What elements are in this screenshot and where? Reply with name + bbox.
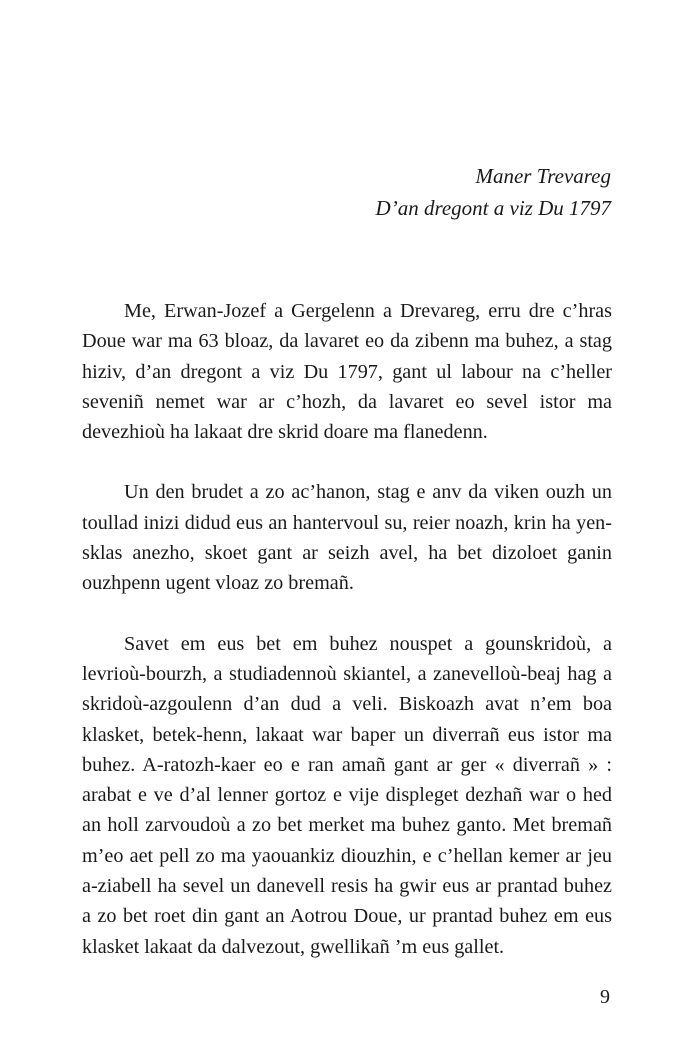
paragraph: Me, Erwan-Jozef a Gergelenn a Drevareg, erru dre c’hras Doue war ma 63 bloaz, da lavaret eo da zibenn ma buhez, a stag hiziv, d’an dregont a viz Du 1797, gant ul labour na c’heller seveniñ nemet war ar c’hozh, da lavaret eo sevel istor ma devezhioù ha lakaat dre skrid doare ma flanedenn. bbox=[82, 300, 612, 444]
paragraph: Savet em eus bet em buhez nouspet a gounskridoù, a levrioù-bourzh, a studiadennoù skiantel, a zanevelloù-beaj hag a skridoù-azgoulenn d’an dud a veli. Biskoazh avat n’em boa klasket, betek-henn, lakaat war baper un diverrañ eus istor ma buhez. A-ratozh-kaer eo e ran amañ gant ar ger « diverrañ » : arabat e ve d’al lenner gortoz e vije displeget dezhañ war o hed an holl zarvoudoù a zo bet merket ma buhez ganto. Met bremañ m’eo aet pell zo ma yaouankiz diouzhin, e c’hellan kemer ar jeu a-ziabell ha sevel un danevell resis ha gwir eus ar prantad buhez a zo bet roet din gant an Aotrou Doue, ur prantad buhez em eus klasket lakaat da dalvezout, gwellikañ ’m eus gallet. bbox=[82, 632, 612, 958]
dateline-place: Maner Trevareg bbox=[475, 164, 611, 188]
dateline bbox=[376, 160, 611, 224]
paragraph: Un den brudet a zo ac’hanon, stag e anv da viken ouzh un toullad inizi didud eus an hantervoul su, reier noazh, krin ha yen-sklas anezho, skoet gant ar seizh avel, ha bet dizoloet ganin ouzhpenn ugent vloaz zo bremañ. bbox=[82, 481, 612, 595]
dateline-date: D’an dregont a viz Du 1797 bbox=[375, 196, 611, 220]
page-number: 9 bbox=[600, 986, 610, 1008]
body-text bbox=[82, 296, 612, 992]
